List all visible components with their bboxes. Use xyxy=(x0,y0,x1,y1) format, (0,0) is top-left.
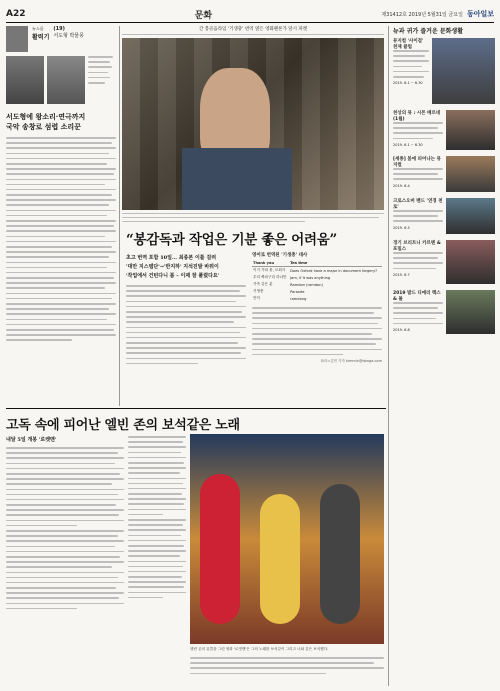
column-subheadline: 국악 송창로 섬렵 소리꾼 xyxy=(6,122,81,131)
feature-sub-1: 초고 번역 포함 10일… 최종본 이틀 걸려 xyxy=(126,255,217,261)
table-row: 우리 짜파구리 하나만 Jam, if it was anything xyxy=(253,275,331,280)
feature-body-1 xyxy=(126,285,246,364)
feature-quote: “봉감독과 작업은 기분 좋은 어려움” xyxy=(126,232,337,248)
bottom-right-text xyxy=(190,657,384,678)
sidebar-item-image xyxy=(446,290,495,334)
sidebar-item-image xyxy=(432,38,495,104)
sidebar-item-image xyxy=(446,156,495,192)
section-title: 문화 xyxy=(194,10,213,21)
sidebar-item-image xyxy=(446,240,495,284)
author-photo xyxy=(6,26,28,52)
page-number: A22 xyxy=(6,9,26,19)
bottom-left-text xyxy=(6,436,124,613)
sidebar-item[interactable]: 천상의 뮤 : 시몬 베르네(1월) 2019. 6.1 ~ 6.30 xyxy=(393,110,495,150)
sidebar-item[interactable]: [세종] 봄에 피어나는 뮤지컬 2019. 6.4 xyxy=(393,156,495,192)
sidebar-item[interactable]: 크로스오버 밴드 '연경 천로' 2019. 6.5 xyxy=(393,198,495,234)
bottom-photo xyxy=(190,434,384,644)
newspaper-logo[interactable]: 동아일보 xyxy=(466,10,494,18)
bottom-subhead: 내달 5일 개봉 '로켓맨' xyxy=(6,437,57,443)
feature-credit: 파리=김민 기자 kimmin@donga.com xyxy=(320,358,382,363)
column-photo-1 xyxy=(6,56,44,104)
column-headline: 서도형에 왕소리·연극까지 xyxy=(6,112,86,121)
table-header-en: Tea time xyxy=(289,260,382,267)
column-number: (19) xyxy=(53,26,65,32)
photo-caption xyxy=(122,213,384,224)
feature-article xyxy=(122,26,384,35)
sidebar-item[interactable]: 경기 브리트니 카르멘 & 포밀스 2019. 6.7 xyxy=(393,240,495,284)
table-row: 만이 ramdong xyxy=(253,296,307,301)
sidebar-item[interactable]: 2019 발드 디에리 렉스 & 볼 2019. 6.8 xyxy=(393,290,495,334)
table-row: 기생충 Parasite xyxy=(253,289,305,294)
column-body xyxy=(6,137,116,341)
translation-table xyxy=(252,252,382,364)
feature-body-2 xyxy=(252,307,382,355)
feature-sub-2: '대만 지스템단'→'반지하' 지석진발 바꿔이 xyxy=(126,264,219,270)
feature-subheads xyxy=(126,254,246,368)
bottom-middle-text xyxy=(128,436,186,602)
issue-date: 제31412호 2019년 5월31일 금요일 xyxy=(381,11,463,18)
bottom-caption: 엘빈 존의 뮤클을 그린 영화 '로켓맨'은 그의 노래를 보석같이 그리고 너와 같은 보석했다. xyxy=(190,647,329,651)
left-column xyxy=(6,26,116,345)
column-photo-2 xyxy=(47,56,85,104)
sidebar-item[interactable]: 뮤지컬 '사이걸' 천재 클럽 2019. 6.1 ~ 6.30 xyxy=(393,38,495,104)
table-header-ko: Thank you xyxy=(252,260,289,267)
feature-sub-3: '작업에서 건턴다니 봄 – 이제 잘 풀렸다요' xyxy=(126,273,220,279)
right-sidebar xyxy=(393,26,495,334)
table-row: 이거 기타 몰, 모회사 Does Oxford have a major in document forgery? xyxy=(253,268,377,273)
page-header xyxy=(6,6,494,23)
table-row: 가족 같은 분 Ramdon (ramdon) xyxy=(253,282,323,287)
column-tag: 뉴스룸 xyxy=(32,26,44,31)
bottom-headline: 고독 속에 피어난 엘빈 존의 보석같은 노래 xyxy=(6,418,240,433)
sidebar-item-image xyxy=(446,198,495,234)
feature-kicker: 간 봉골음라임 '기생충' 번역 옆은 영화팬론가 달시 파켓 xyxy=(122,26,384,35)
dialogue-table xyxy=(252,260,382,302)
column-title: 서도형 박물몽 xyxy=(53,33,84,39)
author-name: 활력기 xyxy=(32,34,50,41)
feature-photo xyxy=(122,38,384,210)
column-header xyxy=(6,26,116,52)
sidebar-title: 뉴과 귀가 즐거운 문화생활 xyxy=(393,28,464,35)
table-title: 영어로 번역된 '기생충' 대사 xyxy=(252,253,308,258)
sidebar-item-image xyxy=(446,110,495,150)
